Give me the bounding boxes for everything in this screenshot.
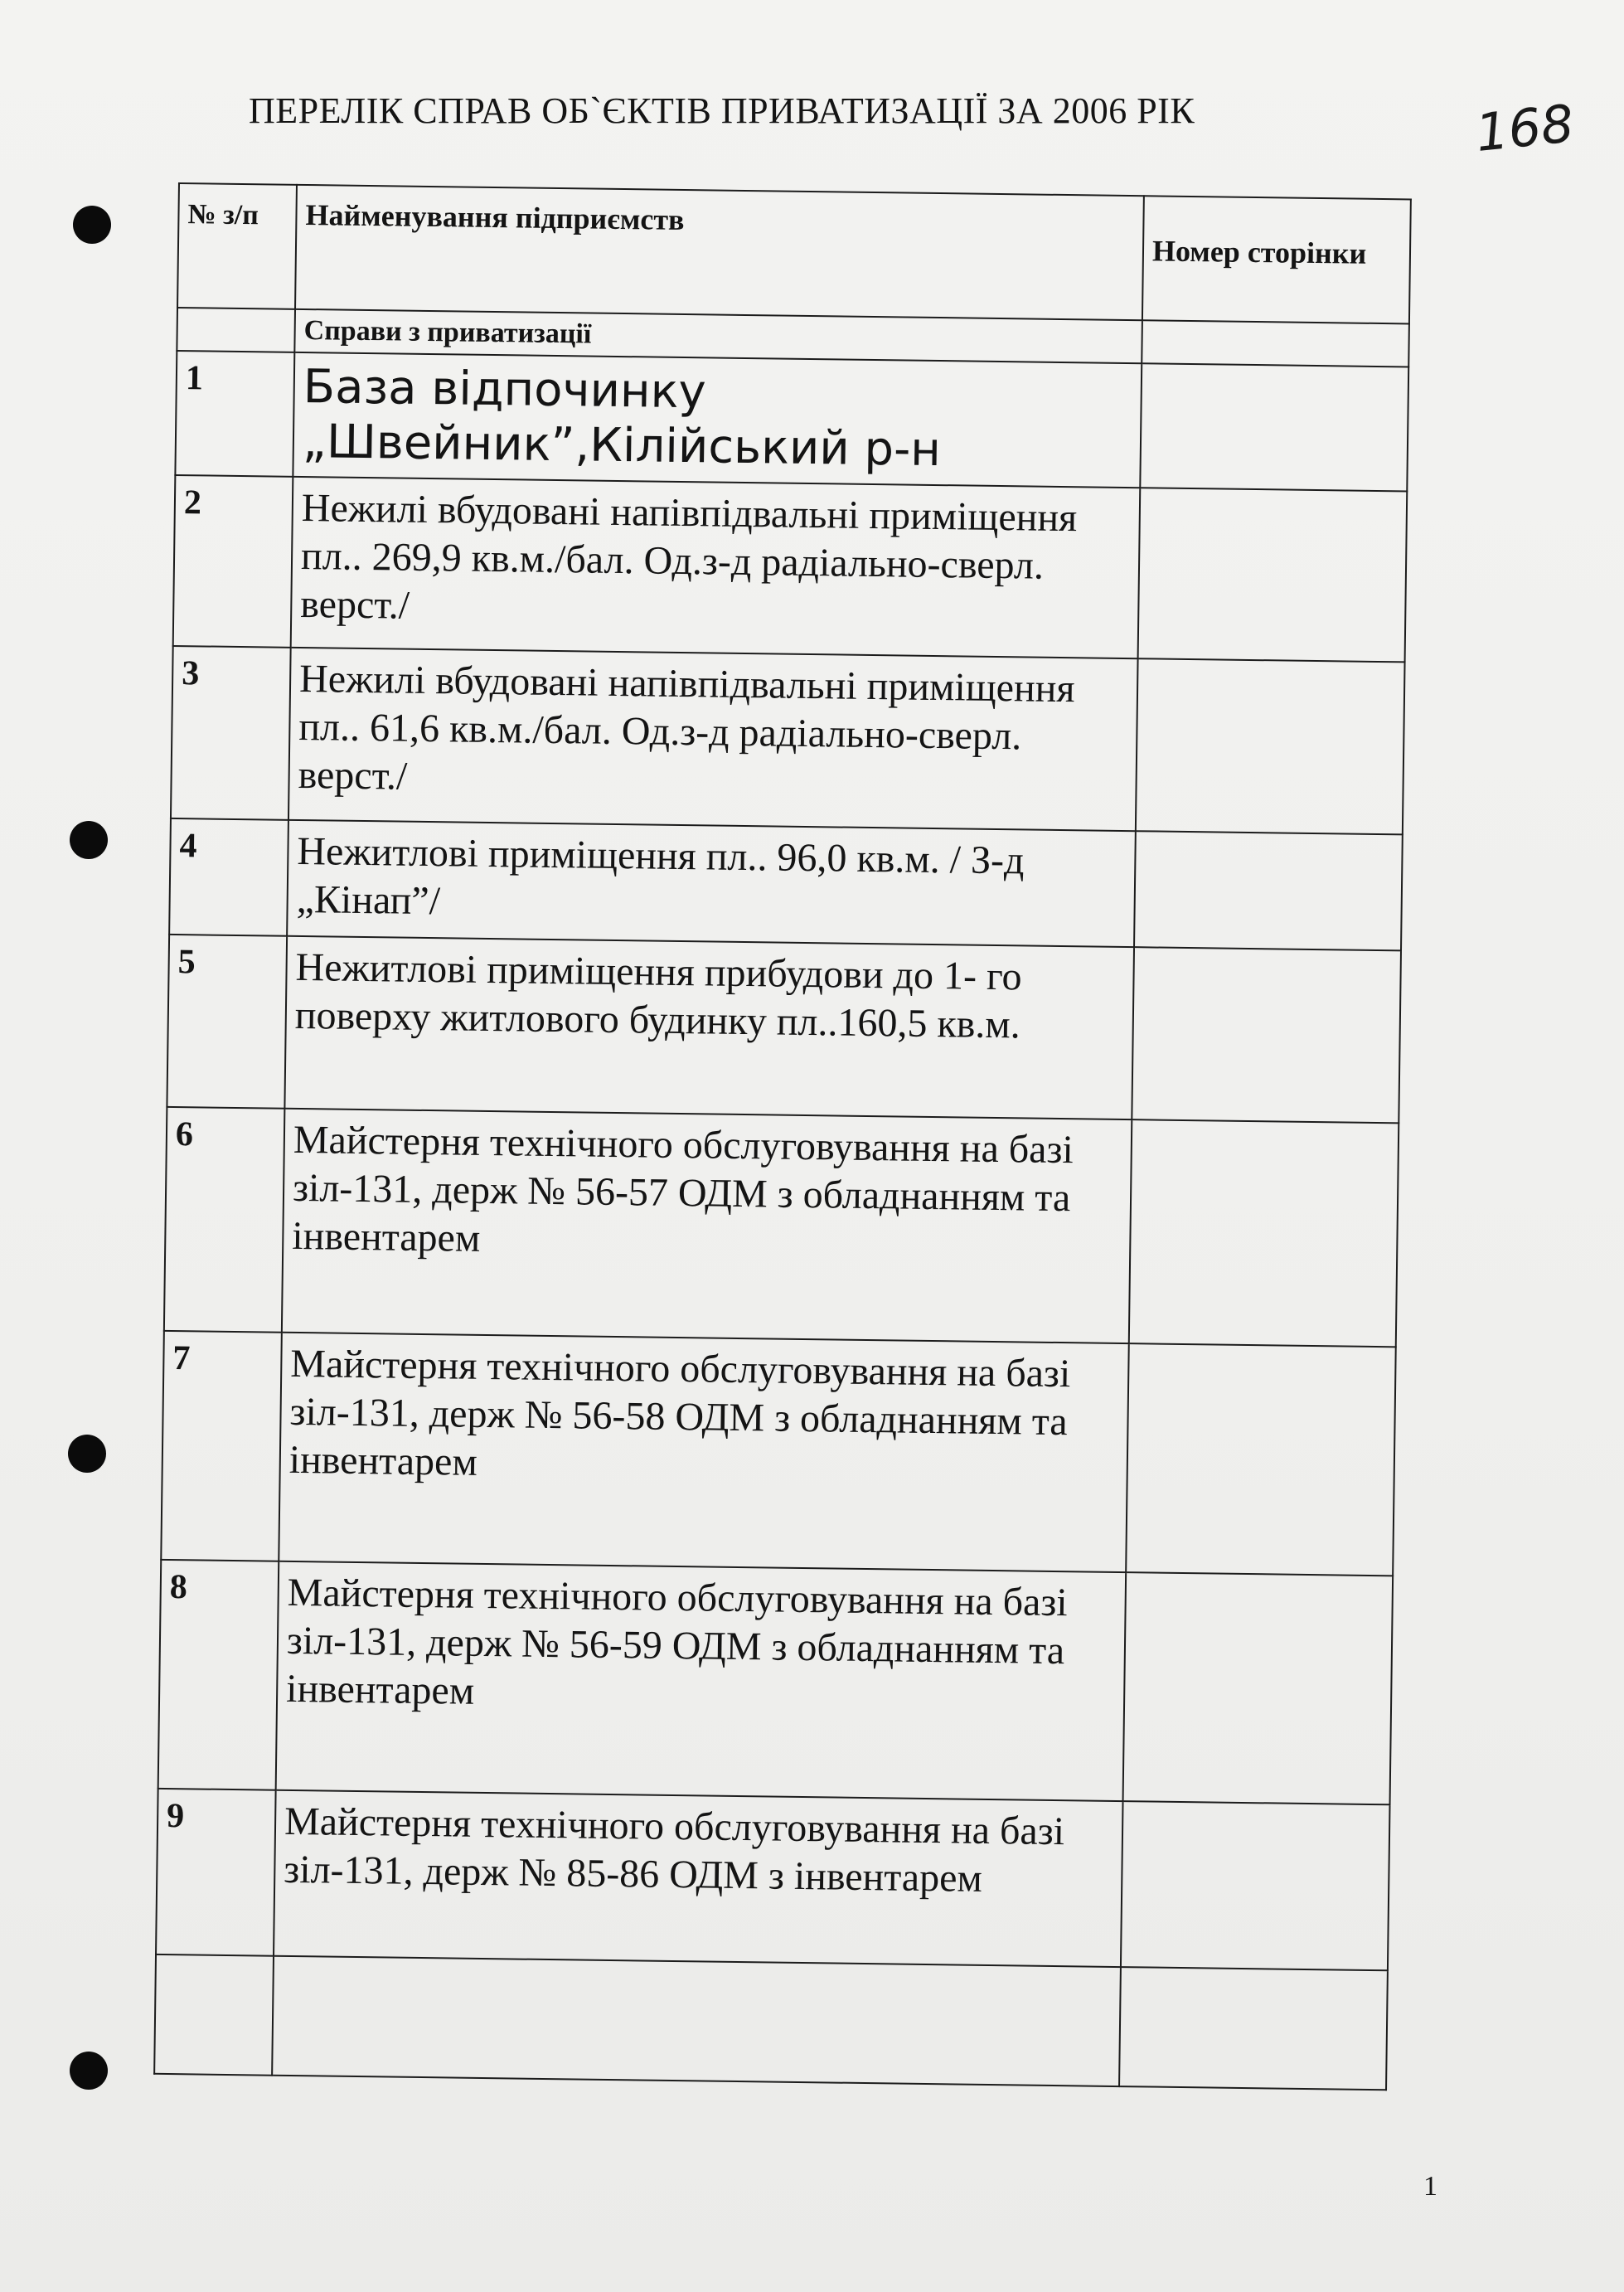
- row-enterprise-name: Нежилі вбудовані напівпідвальні приміщення пл.. 269,9 кв.м./бал. Од.з-д радіально-сверл. верст./: [291, 477, 1141, 658]
- row-enterprise-name: Майстерня технічного обслуговування на базі зіл-131, держ № 56-58 ОДМ з обладнанням та інвентарем: [279, 1333, 1129, 1572]
- row-page-number: [1136, 658, 1405, 834]
- table-header-row: [177, 183, 1411, 323]
- punch-hole: [73, 206, 111, 244]
- row-page-number: [1129, 1119, 1399, 1347]
- table-row: [161, 1331, 1395, 1576]
- table-row: [158, 1560, 1393, 1804]
- row-enterprise-name: Нежитлові приміщення пл.. 96,0 кв.м. / З-д „Кінап”/: [287, 820, 1136, 947]
- row-page-number: [1134, 831, 1403, 950]
- punch-hole: [68, 1435, 106, 1473]
- row-number: 6: [164, 1107, 285, 1333]
- section-number-cell: [177, 308, 295, 352]
- row-number: 2: [173, 475, 293, 648]
- header-name: Найменування підприємств: [295, 185, 1144, 320]
- cases-table: [153, 182, 1412, 2090]
- row-number: 8: [158, 1560, 279, 1790]
- row-number: 1: [175, 351, 294, 477]
- punch-hole: [70, 821, 108, 859]
- table-row: [169, 818, 1403, 950]
- row-page-number: [1126, 1343, 1396, 1576]
- row-number: 7: [161, 1331, 282, 1561]
- row-enterprise-name: Майстерня технічного обслуговування на базі зіл-131, держ № 85-86 ОДМ з інвентарем: [274, 1790, 1123, 1967]
- cases-table-wrapper: [153, 182, 1405, 2114]
- row-enterprise-name: Майстерня технічного обслуговування на базі зіл-131, держ № 56-57 ОДМ з обладнанням та інвентарем: [282, 1109, 1132, 1343]
- row-enterprise-name: Майстерня технічного обслуговування на базі зіл-131, держ № 56-59 ОДМ з обладнанням та інвентарем: [276, 1561, 1127, 1801]
- table-row: [173, 475, 1408, 662]
- row-page-number: [1119, 1967, 1388, 2090]
- row-page-number: [1140, 363, 1408, 491]
- header-page-number: Номер сторінки: [1142, 196, 1411, 323]
- page-number: 1: [1423, 2171, 1437, 2202]
- table-row: [164, 1107, 1399, 1347]
- row-enterprise-name: Нежилі вбудовані напівпідвальні приміщення пл.. 61,6 кв.м./бал. Од.з-д радіально-сверл. верст./: [288, 648, 1138, 831]
- header-number: № з/п: [177, 183, 297, 309]
- row-page-number: [1123, 1572, 1394, 1804]
- section-page-cell: [1142, 320, 1409, 367]
- row-enterprise-name: База відпочинку „Швейник”,Кілійський р-н: [293, 352, 1142, 488]
- row-number: 9: [156, 1789, 276, 1956]
- row-number: [154, 1955, 274, 2076]
- punch-hole: [70, 2052, 108, 2090]
- row-number: 3: [171, 646, 291, 820]
- row-page-number: [1132, 947, 1401, 1123]
- table-row: [167, 935, 1401, 1123]
- table-row: [154, 1955, 1388, 2090]
- row-enterprise-name: [272, 1956, 1121, 2086]
- table-row: [171, 646, 1405, 834]
- handwritten-folio-number: 168: [1472, 93, 1577, 163]
- row-enterprise-name: Нежитлові приміщення прибудови до 1- го поверху житлового будинку пл..160,5 кв.м.: [284, 936, 1134, 1119]
- table-row: [175, 351, 1408, 491]
- document-title: ПЕРЕЛІК СПРАВ ОБ`ЄКТІВ ПРИВАТИЗАЦІЇ ЗА 2006 РІК: [249, 90, 1195, 131]
- row-number: 5: [167, 935, 287, 1109]
- section-title: Справи з приватизації: [294, 309, 1142, 363]
- row-number: 4: [169, 818, 288, 936]
- row-page-number: [1121, 1801, 1390, 1970]
- table-row: [156, 1789, 1389, 1970]
- row-page-number: [1138, 488, 1408, 662]
